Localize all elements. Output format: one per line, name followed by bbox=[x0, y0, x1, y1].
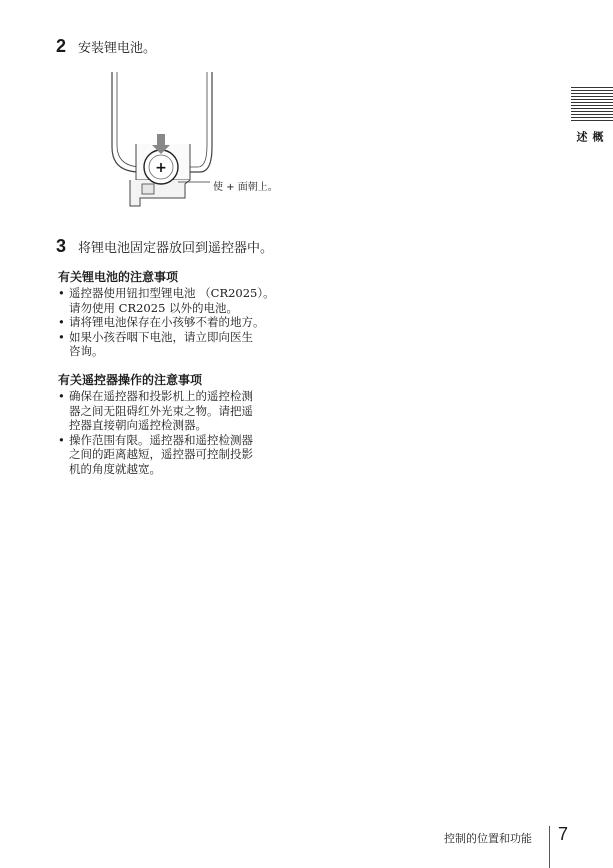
step-number: 3 bbox=[56, 236, 67, 256]
list-item: • 操作范围有限。遥控器和遥控检测器 之间的距离越短，遥控器可控制投影 机的角度就越宽。 bbox=[58, 433, 298, 477]
list-item: • 请将锂电池保存在小孩够不着的地方。 bbox=[58, 315, 298, 330]
step-text: 将锂电池固定器放回到遥控器中。 bbox=[78, 241, 274, 256]
illustration-caption: 使 + 面朝上。 bbox=[213, 182, 278, 193]
list-item: • 遥控器使用钮扣型锂电池 （CR2025）。 请勿使用 CR2025 以外的电池。 bbox=[58, 286, 298, 315]
section-side-tab bbox=[571, 87, 613, 142]
side-tab-label: 概述 bbox=[575, 131, 604, 142]
step-3 bbox=[56, 236, 273, 257]
step-2 bbox=[56, 36, 156, 57]
step-number: 2 bbox=[56, 36, 67, 56]
remote-notes bbox=[58, 371, 298, 477]
battery-notes bbox=[58, 268, 298, 359]
list-item: • 如果小孩吞咽下电池，请立即向医生 咨询。 bbox=[58, 330, 298, 359]
side-tab-stripes bbox=[571, 87, 613, 121]
remote-notes-title: 有关遥控器操作的注意事项 bbox=[58, 373, 203, 387]
footer-divider bbox=[549, 826, 550, 868]
page-number: 7 bbox=[558, 824, 569, 844]
battery-install-illustration bbox=[100, 72, 300, 217]
battery-plus-symbol: + bbox=[155, 160, 167, 176]
insert-arrow-shaft bbox=[157, 134, 165, 146]
battery-notes-title: 有关锂电池的注意事项 bbox=[58, 270, 179, 284]
list-item: • 确保在遥控器和投影机上的遥控检测 器之间无阻碍红外光束之物。请把遥 控器直接朝向遥控检测器。 bbox=[58, 389, 298, 433]
step-text: 安装锂电池。 bbox=[78, 41, 157, 56]
footer-section-title: 控制的位置和功能 bbox=[444, 832, 532, 845]
